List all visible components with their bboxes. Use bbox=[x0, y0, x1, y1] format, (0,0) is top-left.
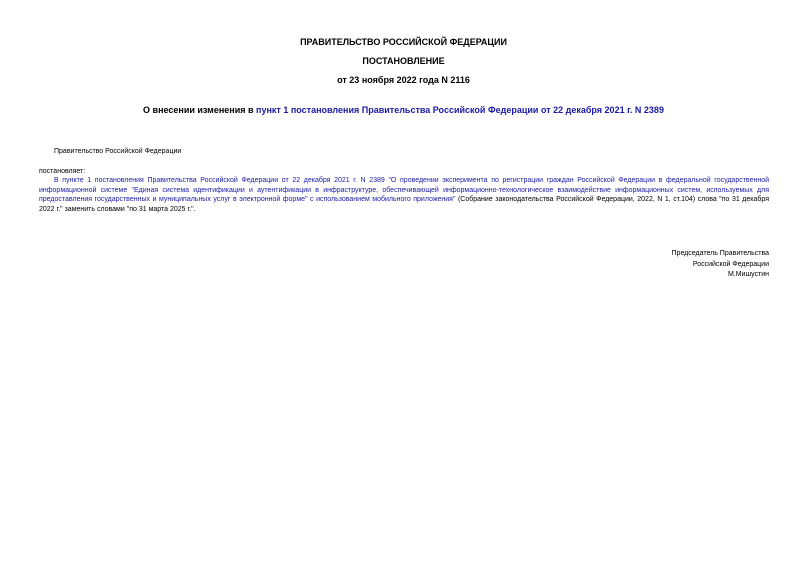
issuer-text: Правительство Российской Федерации bbox=[54, 148, 182, 155]
paragraph-rest: (Собрание законодательства Российской Федерации, 2022, N 1, ст.104) слова "по 31 декабря 2022 г." заменить словами "по 31 марта 2025 г.". bbox=[39, 196, 769, 213]
paragraph-link[interactable]: В пункте 1 постановления Правительства Российской Федерации от 22 декабря 2021 г. N 2389 "О проведении эксперимента по регистрации граждан Российской Федерации в федеральной государственной информационной системе "Единая система идентификации и аутентификации в инфраструктуре, обеспечивающей информационно-технологическое взаимодействие информационных систем, используемых для предоставления государственных и муниципальных услуг в электронной форме" с использованием мобильного приложения" bbox=[39, 177, 769, 203]
document-type-heading: ПОСТАНОВЛЕНИЕ bbox=[362, 56, 445, 66]
signature-position: Председатель Правительства bbox=[671, 250, 769, 257]
main-paragraph bbox=[39, 176, 769, 214]
signature-block bbox=[672, 249, 769, 281]
date-number-heading: от 23 ноября 2022 года N 2116 bbox=[337, 75, 470, 85]
document-title bbox=[0, 105, 807, 116]
title-prefix: О внесении изменения в bbox=[143, 105, 257, 115]
government-heading: ПРАВИТЕЛЬСТВО РОССИЙСКОЙ ФЕДЕРАЦИИ bbox=[300, 37, 507, 47]
title-link[interactable]: пункт 1 постановления Правительства Российской Федерации от 22 декабря 2021 г. N 2389 bbox=[256, 105, 664, 115]
signature-name: М.Мишустин bbox=[727, 271, 769, 278]
signature-organization: Российской Федерации bbox=[692, 260, 769, 268]
decides-text: постановляет: bbox=[39, 168, 86, 175]
